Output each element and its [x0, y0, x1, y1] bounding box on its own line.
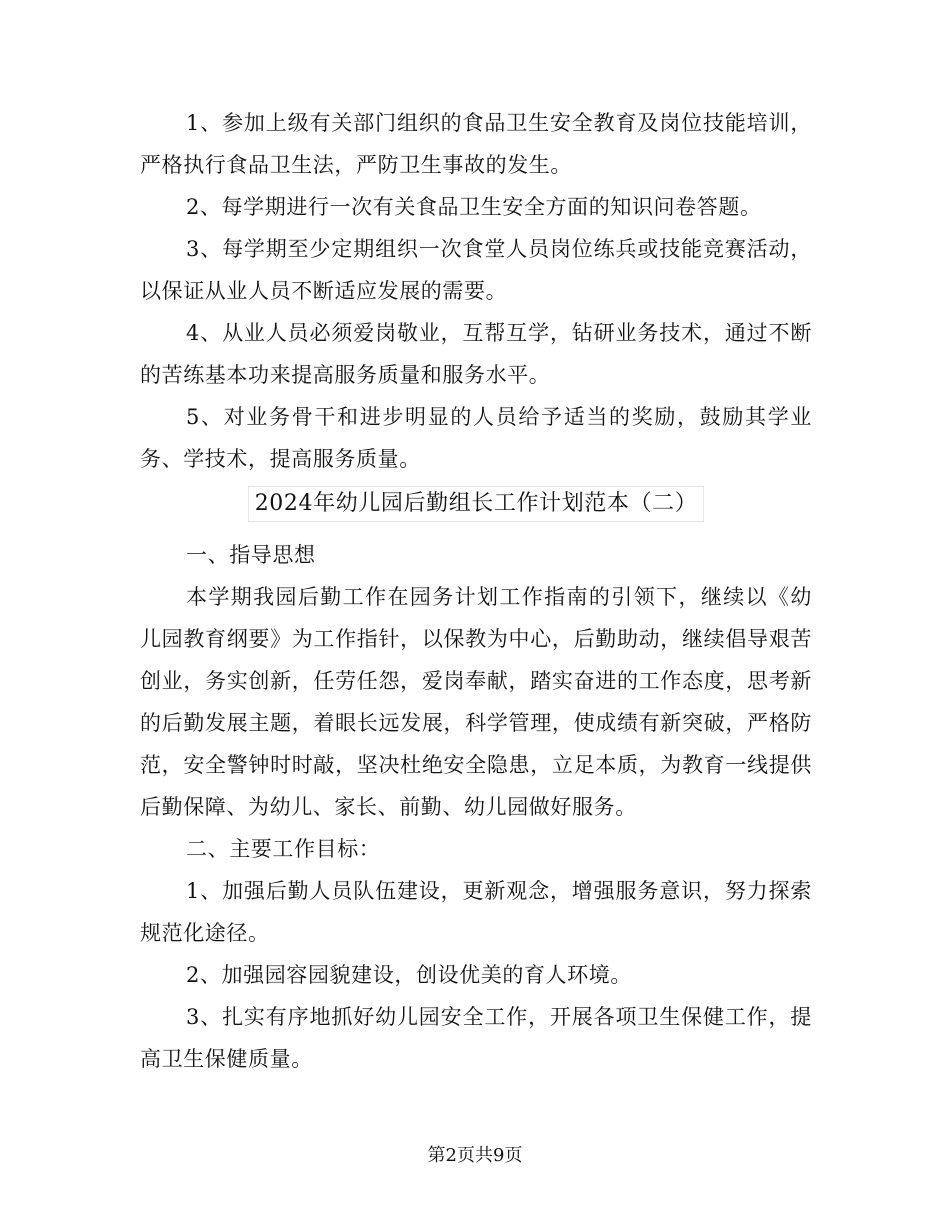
list-item: 1、参加上级有关部门组织的食品卫生安全教育及岗位技能培训，严格执行食品卫生法，严防卫生事故的发生。 — [140, 111, 812, 177]
section-title-wrap — [140, 486, 812, 528]
heading-main-goals: 二、主要工作目标： — [186, 837, 381, 861]
document-body — [140, 102, 812, 1080]
list-item: 4、从业人员必须爱岗敬业，互帮互学，钻研业务技术，通过不断的苦练基本功来提高服务质量和服务水平。 — [140, 321, 812, 387]
list-item: 5、对业务骨干和进步明显的人员给予适当的奖励，鼓励其学业务、学技术，提高服务质量。 — [140, 405, 812, 471]
list-item: 2、每学期进行一次有关食品卫生安全方面的知识问卷答题。 — [186, 195, 762, 219]
goal-item: 2、加强园容园貌建设，创设优美的育人环境。 — [186, 963, 632, 987]
page-indicator: 第2页共9页 — [427, 1145, 523, 1166]
page-footer — [0, 1144, 950, 1168]
goal-item: 3、扎实有序地抓好幼儿园安全工作，开展各项卫生保健工作，提高卫生保健质量。 — [140, 1005, 812, 1071]
goal-item: 1、加强后勤人员队伍建设，更新观念，增强服务意识，努力探索规范化途径。 — [140, 879, 812, 945]
section-title: 2024年幼儿园后勤组长工作计划范本（二） — [248, 486, 705, 522]
guiding-ideology-text: 本学期我园后勤工作在园务计划工作指南的引领下，继续以《幼儿园教育纲要》为工作指针，以保教为中心，后勤助动，继续倡导艰苦创业，务实创新，任劳任怨，爱岗奉献，踏实奋进的工作态度，思考新的后勤发展主题，着眼长远发展，科学管理，使成绩有新突破，严格防范，安全警钟时时敲，坚决杜绝安全隐患，立足本质，为教育一线提供后勤保障、为幼儿、家长、前勤、幼儿园做好服务。 — [140, 585, 812, 819]
list-item: 3、每学期至少定期组织一次食堂人员岗位练兵或技能竞赛活动，以保证从业人员不断适应发展的需要。 — [140, 237, 812, 303]
heading-guiding-ideology: 一、指导思想 — [186, 543, 316, 567]
